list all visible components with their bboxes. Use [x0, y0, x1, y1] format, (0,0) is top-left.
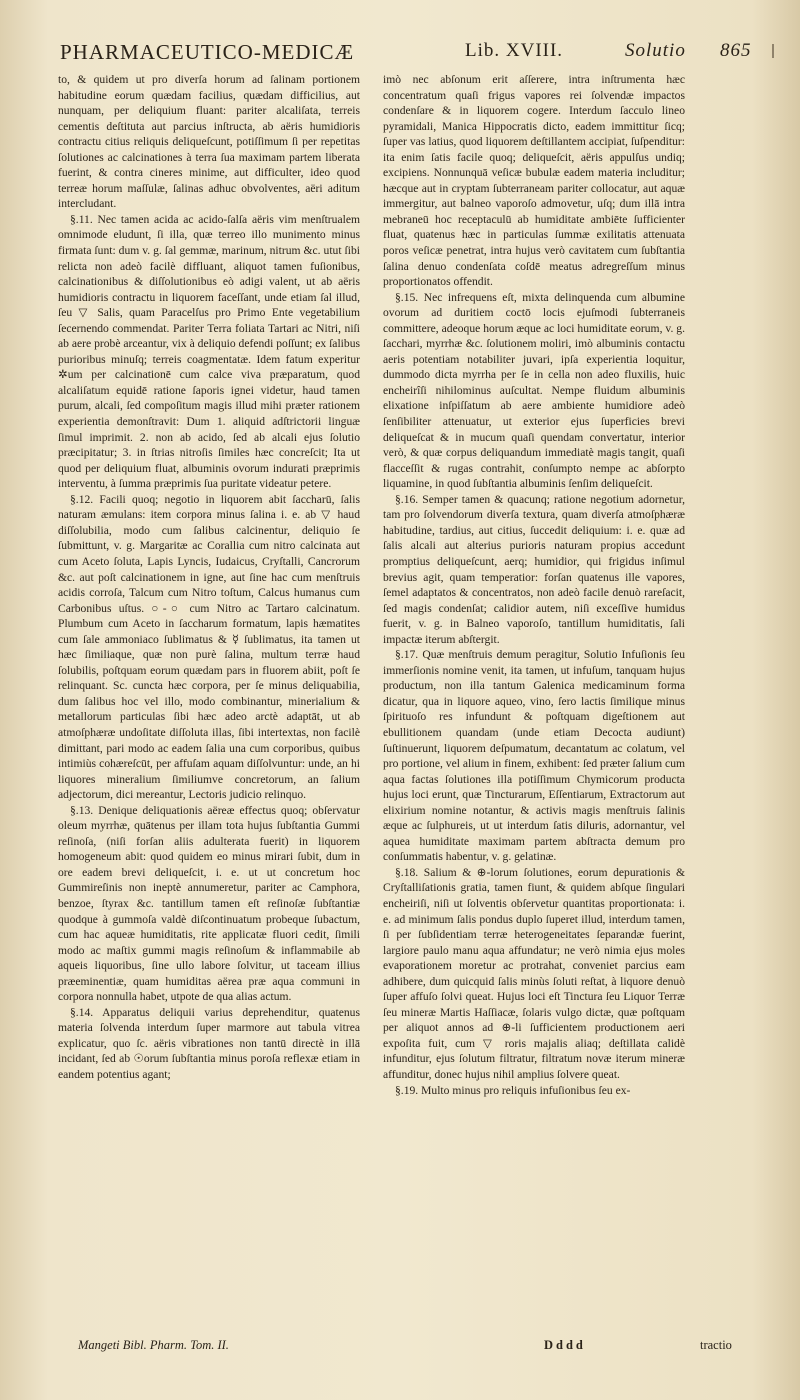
section-paragraph: §.14. Apparatus deliquii varius deprehenditur, quatenus materia ſolvenda interdum ſuper marmore aut tabula vitrea explicatur, quo ſc. aëris vibrationes non tantū directè in illā incidant, ſed ab ☉orum ſubſtantia minus poroſa reflexæ etiam in eandem potentius agant; — [58, 1005, 360, 1081]
section-paragraph: §.12. Facili quoq; negotio in liquorem abit ſaccharū, ſalis naturam æmulans: item corpora minus ſalina i. e. ab ▽ haud diſſolubilia, modo cum ſalibus calcinentur, deliquio ſe ſubmittunt, v. g. Margaritæ ac Corallia cum nitro calcinata aut cum Aceto ſoluta, Lapis Lyncis, Iudaicus, Cryſtalli, Cancrorum &c. aut poſt calcinationem in igne, aut ſine hac cum menſtruis acidis corroſa, Talcum cum Nitro toſtum, Calcus humanus cum Carbonibus uſtus. ○-○ cum Nitro ac Tartaro calcinatum. Plumbum cum Aceto in ſaccharum formatum, lapis hæmatites cum ſale ammoniaco ſublimatus & ☿ ſublimatus, ita tamen ut hæc ſimiliaque, quæ non purè ſalina, multum terræ haud ſolubilis, poſtquam eorum quædam pars in fluorem abiit, poſt ſe relinquant. Sc. cuncta hæc corpora, per ſe minus deliquabilia, dum ſalibus hoc vel illo, modo combinantur, minerialium & metallorum particulas ſibi hæc adeo arctè adaptāt, ut ab atmoſphæræ undoſitate diſſoluta illas, ſibi intertextas, non facilè dimittant, pari modo ac eadem ſalia una cum corporibus, quibus intimiùs cohæreſcūt, per affuſam aquam diſſolvuntur: unde, an hi liquores mineralium ſimiliumve concretorum, an ſalium adjectorum, dici mereantur, Lectoris judicio relinquo. — [58, 492, 360, 802]
right-text-column — [383, 72, 685, 1342]
section-paragraph: §.13. Denique deliquationis aëreæ effectus quoq; obſervatur oleum myrrhæ, quātenus per illam tota hujus ſubſtantia Gummi reſinoſa, (niſi forſan aliis adulterata fuerit) in liquorem homogeneum abit: quod quidem eo minus mirari ſubit, dum in ore eadem brevi deliqueſcit, i. e. ut ut concretum hoc Gummireſinis non ineptè annumeretur, pariter ac Camphora, benzoe, ſtyrax &c. tantillum tamen eſt reſinoſæ ſubſtantiæ quodque à gummoſa valdè diſcontinuatum probeque ſubactum, cum hac aqueæ humiditatis, rite applicatæ fluori cedit, ſimili modo ac maſtix gummi magis reſinoſum & inflammabile ab aqueis liquoribus, ſine ullo labore ſolvitur, ut taceam illius præeminentiæ, quam humiditas aërea præ aqua communi in corpora nonnulla habet, utpote de qua alias actum. — [58, 803, 360, 1004]
page-footer — [58, 1338, 778, 1360]
section-paragraph: §.19. Multo minus pro reliquis infuſionibus ſeu ex- — [395, 1083, 631, 1097]
page-edge-mark — [772, 44, 774, 58]
catchword: tractio — [700, 1338, 732, 1352]
section-paragraph: §.17. Quæ menſtruis demum peragitur, Solutio Infuſionis ſeu immerſionis nomine venit, ita tamen, ut infuſum, tanquam hujus productum, non illa tantum Galenica medicaminum forma dicatur, qua in liquore aqueo, vino, ſero lactis ſimilique minus ſpirituoſo res infundunt & poſtquam digeſtionem aut ebullitionem quandam (unde etiam Decocta audiunt) ſuſtinuerunt, liquorem deſpumatum, decantatum ac colatum, vel pro portione, vel alium in finem, exhibent: ſed præter ſalium cum aqua factas ſolutiones illa potiſſimum Chymicorum producta hujus loci erunt, quæ Tincturarum, Eſſentiarum, Extractorum aut elixirium nomine notantur, & activis magis menſtruis ſalinis æque ac ſulphureis, ut ut interdum ſatis diluris, adornantur, vel aquea humiditate maximam partem abſtracta demum pro conſummatis habentur, v. g. gelatinæ. — [383, 648, 685, 864]
section-title: Solutio — [625, 40, 686, 61]
section-paragraph: §.18. Salium & ⊕-lorum ſolutiones, eorum depurationis & Cryſtalliſationis gratia, tamen fiunt, & quidem abſque ſingulari encheiriſi, niſi ut ſolventis obſervetur quantitas proportionata: i. e. ad minimum ſalis pondus duplo ſuperet illud, interdum tamen, ſi per ſubſidentiam terræ heterogeneitates ſeparandæ fuerint, largiore paulo manu aqua affundatur; ne verò nimia ejus moles evaporationem moretur ac protrahat, conveniet parcius eam adhibere, dum quicquid ſalis minùs ſoluti reſtat, à liquore denuò ſuper affuſo ſolvi queat. Hujus loci eſt Tinctura ſeu Liquor Terræ ſeu mineræ Martis Haſſiacæ, ſolaris vulgo dictæ, quæ poſtquam per aliquot annos ad ⊕-li ſufficientem productionem aeri expoſita fuit, cum ▽ roris majalis aliaq; deſtillata calidè infunditur, ejus ſolutum filtratur, filtratum novæ iterum mineræ affunditur, donec hujus nihil amplius ſolvere queat. — [383, 865, 685, 1081]
running-head — [60, 36, 770, 70]
section-paragraph: §.16. Semper tamen & quacunq; ratione negotium adornetur, tam pro ſolvendorum diverſa textura, quam diverſa atmoſphæræ habitudine, tardius, aut citius, ſuccedit deliquium: i. e. quæ ad ſalis alcali aut alterius purioris naturam propius accedunt promptius deliqueſcunt, aerq; humidior, qui frigidus inſimul brevius agit, quam temperatior: forſan quatenus ille vapores, ſemel adaptatos & concentratos, non adeò facile denuò rareſacit, ſed magis condenſat; calidior autem, niſi exceſſive humidus fuerit, v. g. in Balneo vaporoſo, tantillum humiditatis, ſali impactæ iterum abſtergit. — [383, 492, 685, 646]
footer-title-note: Mangeti Bibl. Pharm. Tom. II. — [78, 1338, 229, 1352]
continued-paragraph: to, & quidem ut pro diverſa horum ad ſalinam portionem habitudine eorum quædam facilius, quædam difficilius, aut nunquam, per deliquium fluant: pariter alcaliſata, terreis cementis deſtituta aut parcius inſtructa, ab aëris humidioris contractu citius reliquis deliqueſcunt, potiſſimum ſi per repetitas ſolutiones ac calcinationes à terra ſua maximam partem liberata fuerint, & contra cineres minime, aut difficulter, ideo quod terreæ horum maſſulæ, ſalinas adhuc obvolventes, aëri aditum intercludant. — [58, 73, 360, 211]
running-title: PHARMACEUTICO-MEDICÆ — [60, 40, 355, 64]
signature-mark: Dddd — [544, 1338, 586, 1352]
section-paragraph: §.15. Nec infrequens eſt, mixta delinquenda cum albumine ovorum ad duritiem coctō locis ejuſmodi ſubterraneis committere, adeoque horum æque ac loci humiditate eorum, v. g. ſacchari, myrrhæ &c. ſolutionem moliri, imò albuminis contactu aeris potentiam notabiliter juvari, ipſa experientia loquitur, dummodo dicta myrrha per ſe in cella non adeo fluxilis, huic encheirîſi nihilominus auſcultat. Nempe fluidum albuminis elixatione inſpiſſatum ab aere ambiente humidiore adeò ſenſibiliter attenuatur, ut exterior ejus ſuperficies brevi deliqueſcat & in mucum quaſi quendam convertatur, interior verò, & quæ corpus deliquandum immediatè magis tangit, quaſi flacceſſit & rugas contrahit, conſumpto nempe ac abſorpto liquamine, in quod ſubſtantia albuminis ſenſim deliqueſcit. — [383, 290, 685, 491]
left-text-column — [58, 72, 360, 1342]
book-number: Lib. XVIII. — [465, 40, 564, 61]
continued-paragraph: imò nec abſonum erit aſſerere, intra inſtrumenta hæc concentratum quaſi frigus vapores rei ſolvendæ impactos condenſare & in liquorem cogere. Interdum ſacculo lineo pyramidali, Manica Hippocratis dicto, eadem immittitur ſicq; ſuper vas latius, quod liquorem deſtillantem accipiat, ſuſpenditur: ita enim ſatis facile quoq; deliqueſcit, aëris appulſus undiq; excipiens. Nonnunquā veſicæ bubulæ eadem materia includitur; hæcque aut in cryptam ſubterraneam pariter collocatur, aut aquæ immergitur, aut balneo vaporoſo admovetur, uſq; dum illā intra mebraneū hoc receptaculū ab humiditate ambiēte ſufficienter fluat, quatenus hæc in particulas ſummæ exilitatis attenuata poros veſicæ penetrat, intra hujus verò cavitatem cum ſubſtantia ſalina denuo condenſata coſdē meatus adregreſſum minus proportionatos offendit. — [383, 73, 685, 289]
section-paragraph: §.11. Nec tamen acida ac acido-ſalſa aëris vim menſtrualem omnimode eludunt, ſi illa, quæ terreo illo munimento minus firmata ſunt: dum v. g. ſal gemmæ, marinum, nitrum &c. utut ſibi relicta non adeò facilè diffluant, aliquot tamen fuſionibus, calcinationibus & diſſolutionibus eò adigi valent, ut ab aëris humidioris contractu in liquorem faceſſant, unde etiam ſal illud, ſeu ▽ Salis, quam Paracelſus pro Primo Ente vegetabilium ſecernendo commendat. Pariter Terra foliata Tartari ac Nitri, niſi ab aere probè arceantur, vix à deliquio defendi poſſunt; ex ſalibus purioribus minuſq; terreis coagmentatæ. Idem fatum experitur ✲um per calcinationē cum calce viva præparatum, quod alcaliſatum equidē ratione ſaporis ignei videtur, haud tamen purum, alcali, ſed compoſitum magis illud mihi præter rationem experientia demonſtravit: Dum 1. aliquid adſtrictorii linguæ ſimul imprimit. 2. non ab acido, ſed ab alcali ejus ſolutio præcipitatur; 3. in ſtrias nitroſis ſimiles hæc concreſcit; Ita ut quod per deliquium fluat, albuminis ovorum indurati præprimis interventu, à ſumma præprimis ſua puritate videatur petere. — [58, 212, 360, 491]
page-number: 865 — [720, 40, 752, 61]
